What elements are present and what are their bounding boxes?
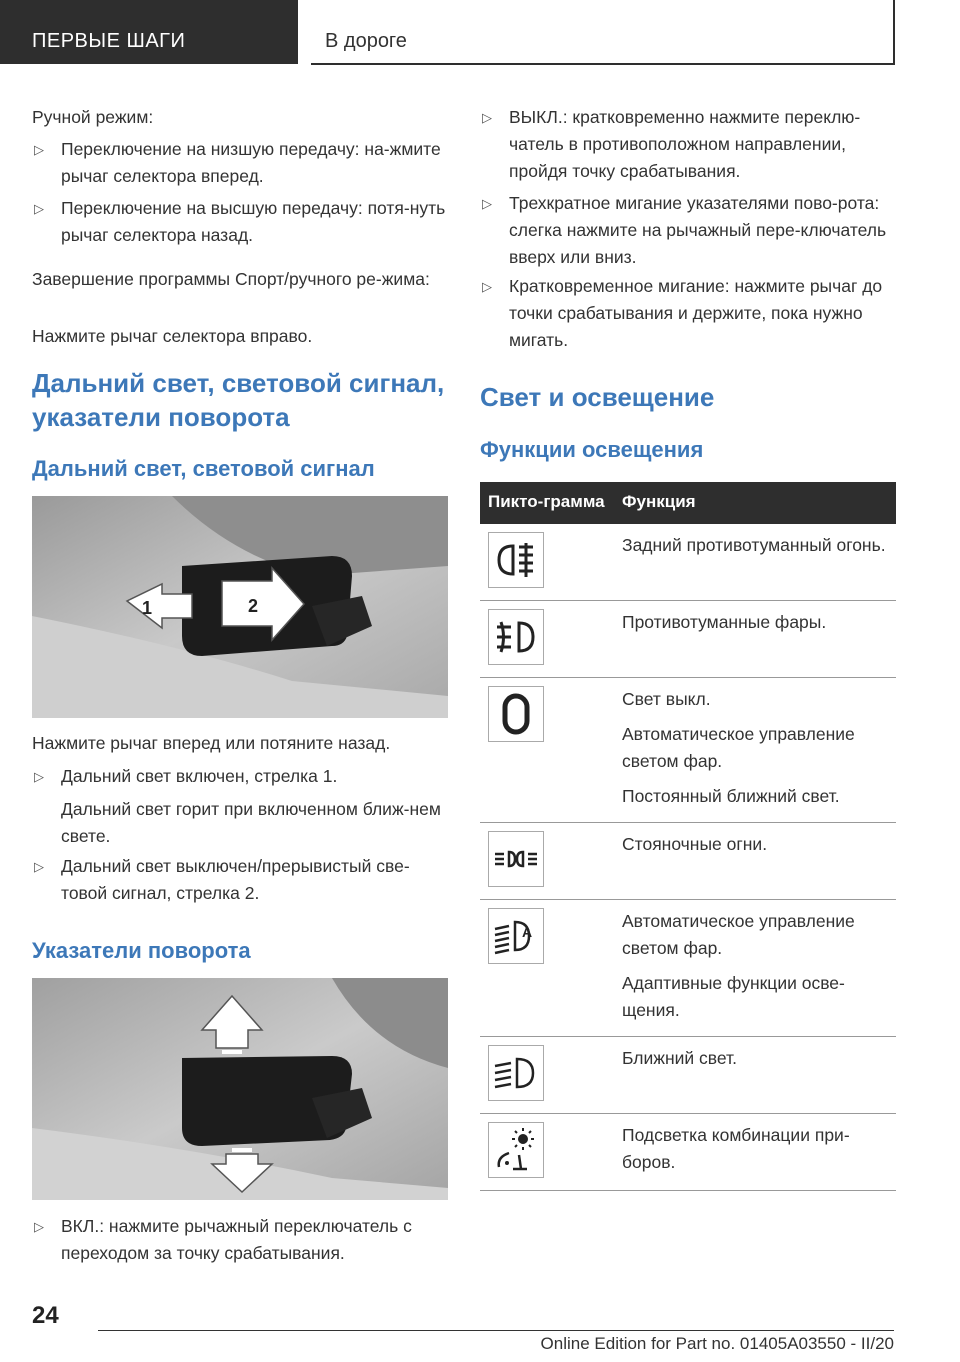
auto-headlight-icon [488, 908, 544, 964]
low-beam-icon [488, 1045, 544, 1101]
front-fog-light-icon [488, 609, 544, 665]
table-row: Стояночные огни. [480, 823, 896, 900]
manual-mode-label: Ручной режим: [32, 107, 154, 127]
arrow-label-2: 2 [248, 596, 259, 616]
bullet-triangle-icon: ▷ [34, 859, 44, 874]
section-heading: Свет и освещение [480, 382, 715, 412]
chapter-tab [311, 0, 895, 65]
column-header: Пикто-грамма [480, 482, 614, 524]
paragraph: Нажмите рычаг вперед или потяните назад. [32, 733, 391, 753]
column-header: Функция [614, 482, 896, 524]
bullet-triangle-icon: ▷ [34, 201, 44, 216]
section-title: ПЕРВЫЕ ШАГИ [32, 30, 186, 52]
bullet-triangle-icon: ▷ [34, 769, 44, 784]
table-row: Противотуманные фары. [480, 601, 896, 678]
bullet-triangle-icon: ▷ [34, 142, 44, 157]
lever-illustration [32, 496, 448, 718]
chapter-title: В дороге [325, 30, 407, 52]
rear-fog-light-icon [488, 532, 544, 588]
arrow-label-1: 1 [142, 598, 153, 618]
table-row: Задний противотуманный огонь. [480, 524, 896, 601]
bullet-triangle-icon: ▷ [482, 279, 492, 294]
bullet-triangle-icon: ▷ [34, 1219, 44, 1234]
table-row: Свет выкл. Автоматическое управление светом фар. Постоянный ближний свет. [480, 678, 896, 823]
table-row: A Автоматическое управление светом фар. Адаптивные функции осве-щения. [480, 900, 896, 1037]
edition-text: Online Edition for Part no. 01405A03550 - II/20 [540, 1334, 894, 1353]
table-row: Подсветка комбинации при-боров. [480, 1114, 896, 1191]
bullet-triangle-icon: ▷ [482, 196, 492, 211]
subsection-heading: Функции освещения [480, 437, 704, 462]
paragraph: Завершение программы Спорт/ручного ре-жима: [32, 269, 430, 289]
instrument-lighting-icon [488, 1122, 544, 1178]
turn-signal-lever-image [32, 978, 448, 1200]
table-row: Ближний свет. [480, 1037, 896, 1114]
section-tab [0, 0, 298, 64]
subsection-heading: Дальний свет, световой сигнал [32, 456, 375, 481]
high-beam-lever-image [32, 496, 448, 718]
lighting-functions-table [480, 482, 896, 1191]
subsection-heading: Указатели поворота [32, 938, 251, 963]
paragraph: Нажмите рычаг селектора вправо. [32, 326, 313, 346]
table-header-row [480, 482, 896, 524]
parking-lights-icon [488, 831, 544, 887]
light-off-icon [488, 686, 544, 742]
section-heading: Дальний свет, световой сигнал, указатели поворота [32, 368, 445, 432]
bullet-triangle-icon: ▷ [482, 110, 492, 125]
svg-text:A: A [522, 924, 533, 940]
turn-lever-illustration [32, 978, 448, 1200]
page-number: 24 [32, 1302, 59, 1329]
footer-divider [98, 1330, 894, 1331]
